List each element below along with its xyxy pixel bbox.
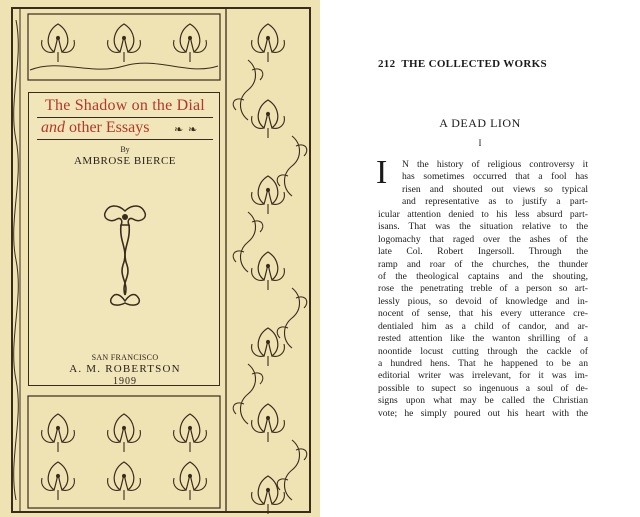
author-name: AMBROSE BIERCE — [73, 155, 177, 167]
essay-body — [378, 159, 588, 420]
text-line: vote; he simply poured out his heart with the — [378, 407, 588, 419]
text-line: editorial writer was irrelevant, for it was im- — [378, 370, 588, 382]
text-line: N the history of religious controversy it — [402, 159, 588, 170]
text-line: has sometimes occurred that a fool has — [402, 171, 588, 183]
text-line: nocent of sense, that his every utterance cre- — [378, 308, 588, 320]
title-rule-bottom — [37, 139, 213, 140]
text-line: a hundred hens. That he happened to be an — [378, 358, 588, 369]
text-line: and representative as to justify a part- — [402, 196, 588, 208]
text-line: of the theological captains and the shouting, — [378, 270, 588, 282]
leaf-ornament-icon: ❧ ❧ — [174, 124, 199, 136]
text-line: rose the penetrating treble of a person so art- — [378, 283, 588, 295]
drop-cap: I — [376, 154, 388, 191]
text-line: logomachy that raged over the ashes of the — [378, 233, 588, 245]
book-subtitle — [41, 119, 149, 137]
section-number: I — [478, 138, 482, 148]
text-page — [320, 0, 640, 517]
essay-title: A DEAD LION — [439, 116, 521, 130]
running-head — [378, 58, 547, 70]
running-head-title: THE COLLECTED WORKS — [401, 58, 547, 70]
text-line: isans. That was the situation relative to the — [378, 221, 588, 233]
byline: By — [120, 145, 130, 154]
title-panel — [28, 92, 220, 386]
text-line: possible to supect so ingenuous a soul of de- — [378, 382, 588, 394]
text-line: icular attention denied to his less absurd part- — [378, 208, 588, 220]
subtitle-italic-word: and — [41, 119, 65, 136]
printer-device-ornament — [99, 203, 151, 309]
text-line: ramp and roar of the churches, the thunder — [378, 258, 588, 270]
page-number: 212 — [378, 58, 396, 70]
text-line: dentialed him as a child of candor, and ar- — [378, 320, 588, 332]
text-line: late Col. Robert Ingersoll. Through the — [378, 246, 588, 258]
publisher-city: SAN FRANCISCO — [91, 353, 159, 362]
publisher-name: A. M. ROBERTSON — [69, 363, 181, 375]
text-line: signs upon what may be called the Christian — [378, 395, 588, 407]
publication-year: 1909 — [113, 376, 137, 387]
text-line: risen and shouted out views so typical — [402, 183, 588, 195]
title-rule-top — [37, 117, 213, 118]
imprint — [29, 353, 221, 387]
text-line: lessly pious, so devoid of knowledge and in- — [378, 295, 588, 307]
book-title: The Shadow on the Dial — [45, 97, 205, 114]
subtitle-rest: other Essays — [65, 119, 150, 136]
text-line: rested attention like the wanton shrilling of a — [378, 333, 588, 345]
text-line: noontide locust cutting through the cackle of — [378, 345, 588, 357]
